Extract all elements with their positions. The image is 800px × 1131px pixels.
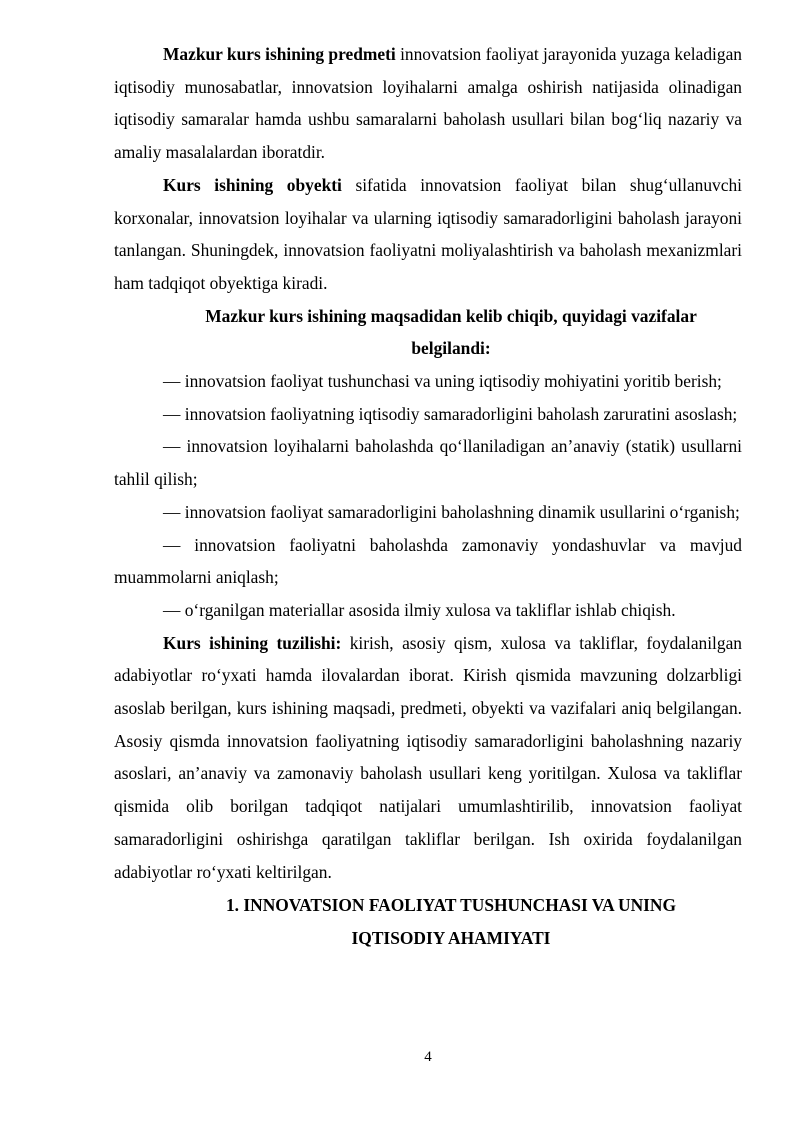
paragraph-object-text: sifatida innovatsion faoliyat bilan shug‘ullanuvchi korxonalar, innovatsion loyihalar va ularning iqtisodiy samaradorligini baholash jarayoni tanlangan. Shuningdek, innovatsion faoliyatni moliyalashtirish va baholash mexanizmlari ham tadqiqot obyektiga kiradi. xyxy=(114,174,742,293)
task-item: — innovatsion faoliyat samaradorligini baholashning dinamik usullarini o‘rganish; xyxy=(163,501,740,522)
paragraph-subject-lead: Mazkur kurs ishining predmeti xyxy=(163,44,396,64)
task-item: — innovatsion loyihalarni baholashda qo‘llaniladigan an’anaviy (statik) usullarni tahlil qilish; xyxy=(114,436,742,490)
paragraph-subject xyxy=(114,38,742,169)
task-item: — innovatsion faoliyatni baholashda zamonaviy yondashuvlar va mavjud muammolarni aniqlash; xyxy=(114,534,742,588)
paragraph-structure-text: kirish, asosiy qism, xulosa va takliflar, foydalanilgan adabiyotlar ro‘yxati hamda ilovalardan iborat. Kirish qismida mavzuning dolzarbligi asoslab berilgan, kurs ishining maqsadi, predmeti, obyekti va vazifalari aniq belgilangan. Asosiy qismda innovatsion faoliyatning iqtisodiy samaradorligini baholashning nazariy asoslari, an’anaviy va zamonaviy baholash usullari keng yoritilgan. Xulosa va takliflar qismida olib borilgan tadqiqot natijalari umumlashtirilib, innovatsion faoliyat samaradorligini oshirishga qaratilgan takliflar berilgan. Ish oxirida foydalanilgan adabiyotlar ro‘yxati keltirilgan. xyxy=(114,632,743,882)
paragraph-object xyxy=(114,169,742,300)
page-number: 4 xyxy=(424,1049,432,1065)
paragraph-structure xyxy=(114,627,742,889)
paragraph-structure-lead: Kurs ishining tuzilishi: xyxy=(163,632,342,653)
paragraph-object-lead: Kurs ishining obyekti xyxy=(163,174,342,195)
task-item: — o‘rganilgan materiallar asosida ilmiy xulosa va takliflar ishlab chiqish. xyxy=(163,599,676,620)
task-item: — innovatsion faoliyat tushunchasi va uning iqtisodiy mohiyatini yoritib berish; xyxy=(163,371,722,392)
tasks-heading: Mazkur kurs ishining maqsadidan kelib chiqib, quyidagi vazifalar belgilandi: xyxy=(205,305,697,359)
page-content xyxy=(114,38,742,955)
task-item: — innovatsion faoliyatning iqtisodiy samaradorligini baholash zaruratini asoslash; xyxy=(163,403,738,424)
paragraph-subject-text: innovatsion faoliyat jarayonida yuzaga keladigan iqtisodiy munosabatlar, innovatsion loyihalarni amalga oshirish natijasida olinadigan iqtisodiy samaralar hamda ushbu samaralarni baholash usullari bilan bog‘liq nazariy va amaliy masalalardan iboratdir. xyxy=(114,44,742,163)
section-title: 1. INNOVATSION FAOLIYAT TUSHUNCHASI VA UNING IQTISODIY AHAMIYATI xyxy=(225,895,677,948)
